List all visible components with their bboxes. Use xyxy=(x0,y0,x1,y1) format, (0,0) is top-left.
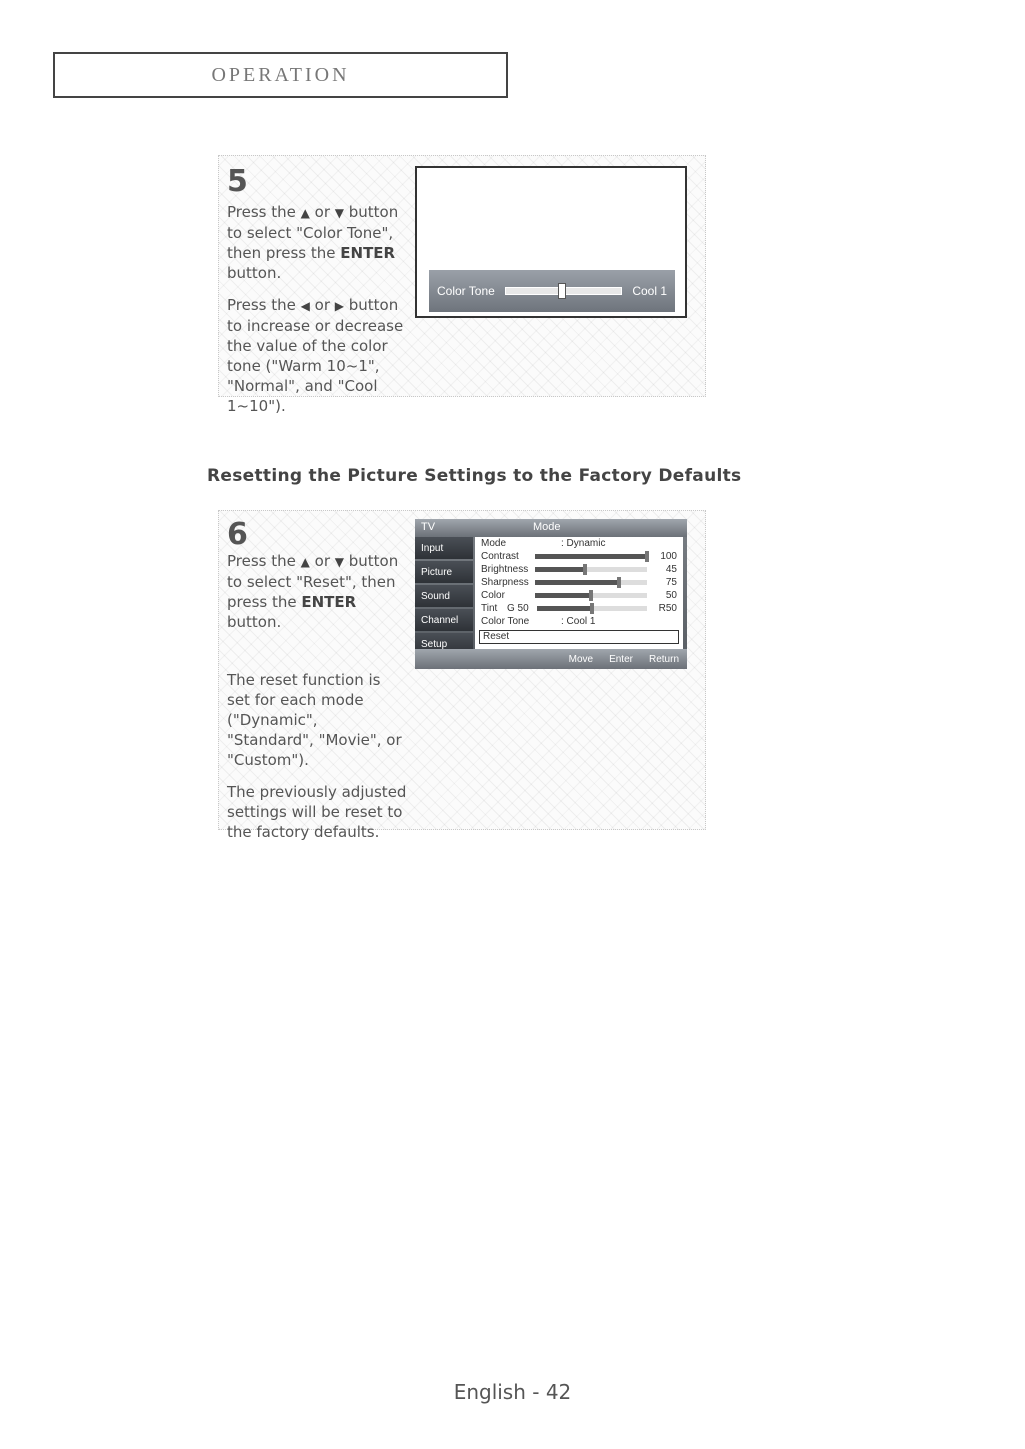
tv-screen-color-tone xyxy=(415,166,687,318)
step-6-panel xyxy=(218,510,706,841)
section-header-title: OPERATION xyxy=(211,63,350,86)
section-title: Resetting the Picture Settings to the Factory Defaults xyxy=(207,466,742,486)
osd-row-color-tone: Color Tone : Cool 1 xyxy=(481,616,596,627)
tv-picture-menu xyxy=(415,519,687,669)
osd-help-bar xyxy=(415,649,687,669)
up-arrow-icon: ▲ xyxy=(300,206,310,220)
osd-help-move: Move xyxy=(568,653,594,665)
osd-row-sharpness: Sharpness 75 xyxy=(481,577,677,588)
contrast-bar xyxy=(535,554,647,559)
brightness-bar xyxy=(535,567,647,572)
step-5-para-1: Press the ▲ or ▼ button to select "Color Tone", then press the ENTER button. xyxy=(227,203,399,282)
step-5-para-2: Press the ◀ or ▶ button to increase or decrease the value of the color tone ("Warm 10~1", "Normal", and "Cool 1~10"). xyxy=(227,296,404,415)
page-footer: English - 42 xyxy=(453,1380,572,1404)
osd-row-brightness: Brightness 45 xyxy=(481,564,677,575)
osd-row-reset-selected: Reset xyxy=(479,630,679,644)
step-5-panel xyxy=(218,155,706,415)
osd-row-contrast: Contrast 100 xyxy=(481,551,677,562)
color-tone-bar xyxy=(429,270,675,312)
osd-menu-sound: Sound xyxy=(415,585,473,607)
enter-label: ENTER xyxy=(301,593,357,611)
tint-bar xyxy=(537,606,647,611)
step-6-instructions xyxy=(227,551,407,854)
step-6-para-3: The previously adjusted settings will be reset to the factory defaults. xyxy=(227,783,407,841)
step-number: 5 xyxy=(227,164,248,199)
osd-help-enter: Enter xyxy=(609,653,633,665)
up-arrow-icon: ▲ xyxy=(300,555,310,569)
osd-menu-channel: Channel xyxy=(415,609,473,631)
step-number: 6 xyxy=(227,517,248,552)
osd-menu-title: Mode xyxy=(533,521,561,533)
right-arrow-icon: ▶ xyxy=(334,299,344,313)
osd-row-tint: Tint G 50 R50 xyxy=(481,603,677,614)
color-tone-slider-knob xyxy=(558,283,566,299)
color-tone-slider xyxy=(505,287,622,295)
down-arrow-icon: ▼ xyxy=(334,206,344,220)
osd-row-color: Color 50 xyxy=(481,590,677,601)
osd-help-return: Return xyxy=(648,653,679,665)
left-arrow-icon: ◀ xyxy=(300,299,310,313)
osd-title-bar xyxy=(415,519,687,537)
enter-label: ENTER xyxy=(340,244,396,262)
section-header xyxy=(53,52,508,98)
step-5-instructions xyxy=(227,202,407,428)
down-arrow-icon: ▼ xyxy=(334,555,344,569)
color-tone-label: Color Tone xyxy=(437,284,495,298)
osd-menu-input: Input xyxy=(415,537,473,559)
osd-tv-label: TV xyxy=(421,521,436,533)
osd-sidebar xyxy=(415,537,473,657)
osd-row-mode: Mode : Dynamic xyxy=(481,538,606,549)
color-bar xyxy=(535,593,647,598)
step-6-para-2: The reset function is set for each mode ("Dynamic", "Standard", "Movie", or "Custom"). xyxy=(227,671,402,769)
osd-menu-setup: Setup xyxy=(415,633,473,655)
osd-menu-picture: Picture xyxy=(415,561,473,583)
step-6-para-1: Press the ▲ or ▼ button to select "Reset", then press the ENTER button. xyxy=(227,552,399,631)
sharpness-bar xyxy=(535,580,647,585)
color-tone-value: Cool 1 xyxy=(632,284,667,298)
osd-settings-list xyxy=(475,537,683,649)
